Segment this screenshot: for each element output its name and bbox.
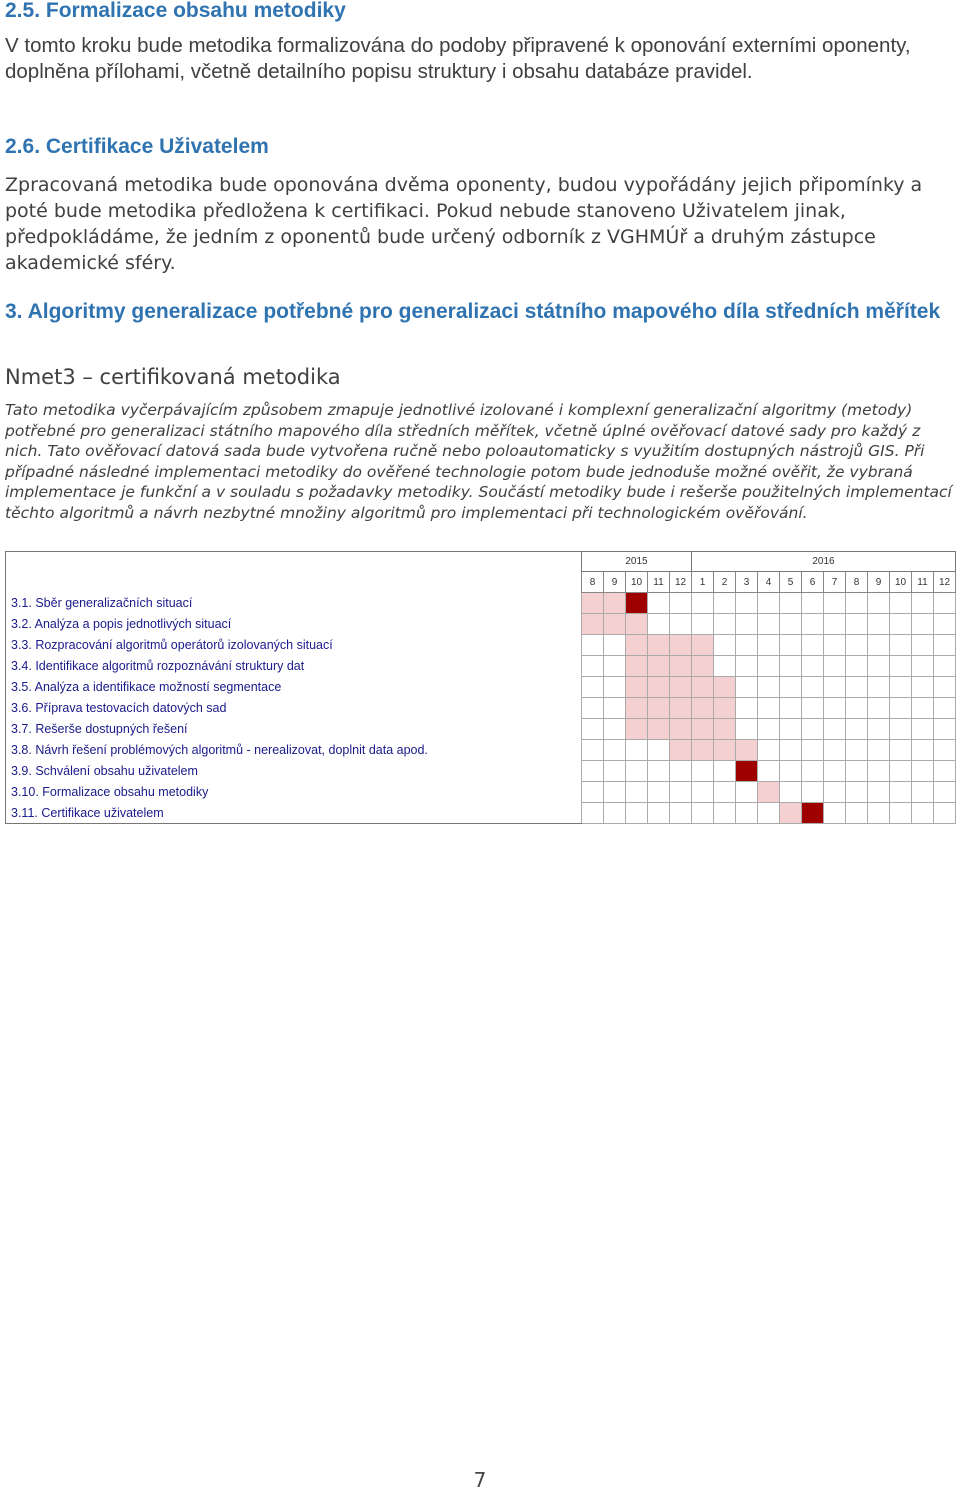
gantt-empty-cell — [890, 656, 912, 677]
gantt-empty-cell — [934, 719, 956, 740]
gantt-month-3: 11 — [648, 572, 670, 593]
gantt-empty-cell — [868, 614, 890, 635]
gantt-empty-cell — [802, 677, 824, 698]
gantt-empty-cell — [912, 698, 934, 719]
gantt-empty-cell — [890, 677, 912, 698]
gantt-empty-cell — [934, 740, 956, 761]
gantt-empty-cell — [758, 719, 780, 740]
gantt-bar-cell — [648, 635, 670, 656]
gantt-empty-cell — [692, 593, 714, 614]
gantt-task-row — [6, 719, 956, 740]
gantt-empty-cell — [868, 719, 890, 740]
gantt-empty-cell — [692, 803, 714, 824]
gantt-empty-cell — [868, 761, 890, 782]
gantt-bar-cell — [626, 614, 648, 635]
gantt-corner — [6, 552, 582, 572]
gantt-empty-cell — [802, 761, 824, 782]
gantt-month-11: 7 — [824, 572, 846, 593]
gantt-task-row — [6, 803, 956, 824]
gantt-empty-cell — [780, 656, 802, 677]
gantt-empty-cell — [802, 614, 824, 635]
gantt-empty-cell — [604, 740, 626, 761]
gantt-bar-cell — [582, 593, 604, 614]
gantt-empty-cell — [692, 782, 714, 803]
gantt-bar-cell — [626, 698, 648, 719]
gantt-empty-cell — [780, 698, 802, 719]
gantt-empty-cell — [846, 719, 868, 740]
gantt-month-5: 1 — [692, 572, 714, 593]
gantt-bar-cell — [626, 656, 648, 677]
gantt-empty-cell — [934, 803, 956, 824]
gantt-month-10: 6 — [802, 572, 824, 593]
gantt-empty-cell — [692, 761, 714, 782]
gantt-empty-cell — [670, 782, 692, 803]
gantt-empty-cell — [802, 593, 824, 614]
gantt-empty-cell — [780, 782, 802, 803]
gantt-bar-cell — [692, 698, 714, 719]
gantt-bar-cell — [648, 677, 670, 698]
gantt-empty-cell — [846, 593, 868, 614]
gantt-empty-cell — [758, 614, 780, 635]
gantt-empty-cell — [912, 677, 934, 698]
section-2-5-text: V tomto kroku bude metodika formalizována do podoby připravené k oponování externími oponenty, doplněna přílohami, včetně detailního popisu struktury i obsahu databáze pravidel. — [5, 34, 911, 83]
gantt-empty-cell — [758, 803, 780, 824]
gantt-empty-cell — [758, 677, 780, 698]
gantt-empty-cell — [846, 677, 868, 698]
gantt-empty-cell — [934, 698, 956, 719]
gantt-empty-cell — [868, 698, 890, 719]
gantt-empty-cell — [846, 782, 868, 803]
gantt-empty-cell — [868, 593, 890, 614]
gantt-bar-cell — [604, 614, 626, 635]
gantt-empty-cell — [912, 719, 934, 740]
gantt-empty-cell — [934, 593, 956, 614]
gantt-empty-cell — [604, 719, 626, 740]
gantt-empty-cell — [890, 803, 912, 824]
gantt-empty-cell — [934, 677, 956, 698]
gantt-empty-cell — [758, 635, 780, 656]
gantt-bar-cell — [692, 740, 714, 761]
gantt-empty-cell — [802, 719, 824, 740]
gantt-empty-cell — [626, 761, 648, 782]
gantt-empty-cell — [736, 719, 758, 740]
gantt-empty-cell — [714, 761, 736, 782]
gantt-empty-cell — [714, 803, 736, 824]
gantt-empty-cell — [934, 656, 956, 677]
gantt-month-9: 5 — [780, 572, 802, 593]
gantt-empty-cell — [912, 656, 934, 677]
gantt-empty-cell — [824, 803, 846, 824]
gantt-empty-cell — [868, 782, 890, 803]
gantt-task-row — [6, 593, 956, 614]
gantt-empty-cell — [648, 593, 670, 614]
gantt-bar-cell — [758, 782, 780, 803]
gantt-milestone-cell — [736, 761, 758, 782]
gantt-chart — [5, 551, 956, 824]
gantt-bar-cell — [626, 719, 648, 740]
section-2-6-heading: 2.6. Certifikace Uživatelem — [5, 135, 269, 158]
gantt-empty-cell — [670, 614, 692, 635]
gantt-empty-cell — [758, 740, 780, 761]
gantt-empty-cell — [604, 782, 626, 803]
gantt-empty-cell — [802, 782, 824, 803]
gantt-empty-cell — [846, 635, 868, 656]
gantt-task-row — [6, 698, 956, 719]
gantt-milestone-cell — [626, 593, 648, 614]
gantt-empty-cell — [802, 635, 824, 656]
gantt-empty-cell — [780, 740, 802, 761]
gantt-bar-cell — [648, 656, 670, 677]
gantt-empty-cell — [824, 782, 846, 803]
gantt-bar-cell — [648, 719, 670, 740]
gantt-empty-cell — [868, 803, 890, 824]
gantt-empty-cell — [670, 593, 692, 614]
gantt-bar-cell — [692, 677, 714, 698]
gantt-empty-cell — [736, 677, 758, 698]
gantt-empty-cell — [604, 761, 626, 782]
gantt-empty-cell — [692, 614, 714, 635]
gantt-task-label: 3.6. Příprava testovacích datových sad — [6, 698, 582, 719]
gantt-empty-cell — [824, 677, 846, 698]
gantt-bar-cell — [670, 635, 692, 656]
gantt-empty-cell — [934, 761, 956, 782]
gantt-empty-cell — [846, 698, 868, 719]
gantt-empty-cell — [934, 614, 956, 635]
gantt-month-2: 10 — [626, 572, 648, 593]
gantt-year-2015: 2015 — [582, 552, 692, 572]
gantt-empty-cell — [582, 740, 604, 761]
gantt-task-label: 3.7. Rešerše dostupných řešení — [6, 719, 582, 740]
gantt-empty-cell — [604, 677, 626, 698]
gantt-empty-cell — [736, 782, 758, 803]
gantt-empty-cell — [890, 593, 912, 614]
gantt-year-row — [6, 552, 956, 572]
gantt-empty-cell — [604, 656, 626, 677]
gantt-empty-cell — [626, 803, 648, 824]
gantt-bar-cell — [648, 698, 670, 719]
gantt-empty-cell — [582, 698, 604, 719]
gantt-empty-cell — [780, 677, 802, 698]
gantt-empty-cell — [736, 656, 758, 677]
section-3-heading: 3. Algoritmy generalizace potřebné pro generalizaci státního mapového díla středních měřítek — [5, 300, 941, 323]
gantt-empty-cell — [670, 803, 692, 824]
gantt-empty-cell — [912, 614, 934, 635]
gantt-empty-cell — [912, 740, 934, 761]
gantt-milestone-cell — [802, 803, 824, 824]
gantt-empty-cell — [736, 593, 758, 614]
gantt-task-label: 3.1. Sběr generalizačních situací — [6, 593, 582, 614]
gantt-bar-cell — [670, 719, 692, 740]
gantt-bar-cell — [626, 635, 648, 656]
gantt-month-1: 9 — [604, 572, 626, 593]
gantt-bar-cell — [692, 635, 714, 656]
gantt-empty-cell — [626, 740, 648, 761]
gantt-empty-cell — [824, 593, 846, 614]
gantt-empty-cell — [648, 782, 670, 803]
gantt-empty-cell — [648, 761, 670, 782]
gantt-empty-cell — [890, 719, 912, 740]
gantt-bar-cell — [626, 677, 648, 698]
gantt-empty-cell — [824, 761, 846, 782]
gantt-empty-cell — [912, 761, 934, 782]
gantt-task-row — [6, 740, 956, 761]
gantt-empty-cell — [714, 614, 736, 635]
gantt-empty-cell — [604, 803, 626, 824]
gantt-empty-cell — [780, 614, 802, 635]
gantt-bar-cell — [736, 740, 758, 761]
gantt-empty-cell — [868, 740, 890, 761]
gantt-month-15: 11 — [912, 572, 934, 593]
gantt-empty-cell — [604, 635, 626, 656]
gantt-empty-cell — [934, 635, 956, 656]
gantt-bar-cell — [582, 614, 604, 635]
gantt-empty-cell — [890, 635, 912, 656]
gantt-bar-cell — [604, 593, 626, 614]
gantt-empty-cell — [670, 761, 692, 782]
gantt-empty-cell — [890, 740, 912, 761]
gantt-bar-cell — [670, 740, 692, 761]
gantt-empty-cell — [846, 656, 868, 677]
gantt-empty-cell — [604, 698, 626, 719]
gantt-empty-cell — [824, 719, 846, 740]
gantt-empty-cell — [846, 803, 868, 824]
gantt-empty-cell — [824, 740, 846, 761]
gantt-empty-cell — [758, 761, 780, 782]
gantt-empty-cell — [868, 656, 890, 677]
gantt-empty-cell — [582, 656, 604, 677]
gantt-empty-cell — [912, 803, 934, 824]
gantt-empty-cell — [934, 782, 956, 803]
gantt-empty-cell — [582, 782, 604, 803]
gantt-empty-cell — [648, 803, 670, 824]
gantt-empty-cell — [736, 803, 758, 824]
gantt-bar-cell — [670, 698, 692, 719]
section-3-text: Tato metodika vyčerpávajícím způsobem zmapuje jednotlivé izolované i komplexní generalizační algoritmy (metody) potřebné pro generalizaci státního mapového díla středních měřítek, včetně úplné ověřovací datové sady pro každý z nich. Tato ověřovací datová sada bude vytvořena ručně nebo poloautomaticky s využitím dostupných nástrojů GIS. Při případné následné implementaci metodiky do ověřené technologie potom bude jednoduše možné ověřit, že vybraná implementace je funkční a v souladu s požadavky metodiky. Součástí metodiky bude i rešerše použitelných implementací těchto algoritmů a návrh nezbytné množiny algoritmů pro implementaci při technologickém ověřování. — [5, 401, 952, 522]
gantt-month-row — [6, 572, 956, 593]
section-2-5-heading: 2.5. Formalizace obsahu metodiky — [5, 0, 346, 22]
gantt-bar-cell — [714, 698, 736, 719]
gantt-empty-cell — [582, 635, 604, 656]
gantt-empty-cell — [890, 698, 912, 719]
gantt-task-row — [6, 782, 956, 803]
gantt-month-6: 2 — [714, 572, 736, 593]
gantt-task-row — [6, 761, 956, 782]
gantt-empty-cell — [912, 782, 934, 803]
gantt-task-label: 3.4. Identifikace algoritmů rozpoznávání struktury dat — [6, 656, 582, 677]
gantt-empty-cell — [846, 740, 868, 761]
gantt-bar-cell — [692, 719, 714, 740]
gantt-task-row — [6, 614, 956, 635]
gantt-task-row — [6, 656, 956, 677]
gantt-empty-cell — [824, 635, 846, 656]
gantt-empty-cell — [736, 635, 758, 656]
gantt-bar-cell — [714, 677, 736, 698]
gantt-month-8: 4 — [758, 572, 780, 593]
gantt-empty-cell — [890, 614, 912, 635]
gantt-task-label: 3.8. Návrh řešení problémových algoritmů - nerealizovat, doplnit data apod. — [6, 740, 582, 761]
gantt-month-16: 12 — [934, 572, 956, 593]
gantt-empty-cell — [780, 719, 802, 740]
gantt-empty-cell — [714, 782, 736, 803]
gantt-empty-cell — [582, 677, 604, 698]
gantt-month-label-spacer — [6, 572, 582, 593]
gantt-bar-cell — [714, 719, 736, 740]
gantt-empty-cell — [648, 740, 670, 761]
gantt-bar-cell — [714, 740, 736, 761]
gantt-month-4: 12 — [670, 572, 692, 593]
gantt-empty-cell — [846, 761, 868, 782]
gantt-task-label: 3.11. Certifikace uživatelem — [6, 803, 582, 824]
gantt-task-label: 3.3. Rozpracování algoritmů operátorů izolovaných situací — [6, 635, 582, 656]
gantt-month-12: 8 — [846, 572, 868, 593]
gantt-empty-cell — [714, 593, 736, 614]
gantt-empty-cell — [582, 803, 604, 824]
gantt-empty-cell — [824, 656, 846, 677]
gantt-empty-cell — [736, 614, 758, 635]
page-number: 7 — [473, 1468, 487, 1492]
gantt-empty-cell — [758, 698, 780, 719]
gantt-bar-cell — [780, 803, 802, 824]
gantt-task-label: 3.10. Formalizace obsahu metodiky — [6, 782, 582, 803]
gantt-empty-cell — [912, 635, 934, 656]
gantt-empty-cell — [912, 593, 934, 614]
gantt-empty-cell — [780, 635, 802, 656]
gantt-empty-cell — [802, 656, 824, 677]
gantt-empty-cell — [890, 761, 912, 782]
gantt-task-label: 3.9. Schválení obsahu uživatelem — [6, 761, 582, 782]
gantt-bar-cell — [670, 677, 692, 698]
gantt-empty-cell — [868, 677, 890, 698]
gantt-empty-cell — [582, 719, 604, 740]
gantt-empty-cell — [626, 782, 648, 803]
gantt-empty-cell — [714, 635, 736, 656]
gantt-empty-cell — [758, 656, 780, 677]
gantt-empty-cell — [714, 656, 736, 677]
gantt-empty-cell — [824, 698, 846, 719]
gantt-empty-cell — [780, 593, 802, 614]
gantt-task-row — [6, 635, 956, 656]
gantt-empty-cell — [802, 698, 824, 719]
gantt-task-row — [6, 677, 956, 698]
gantt-empty-cell — [802, 740, 824, 761]
gantt-month-0: 8 — [582, 572, 604, 593]
gantt-bar-cell — [670, 656, 692, 677]
gantt-month-13: 9 — [868, 572, 890, 593]
gantt-empty-cell — [736, 698, 758, 719]
gantt-empty-cell — [780, 761, 802, 782]
gantt-bar-cell — [692, 656, 714, 677]
section-3-subheading: Nmet3 – certifikovaná metodika — [5, 365, 341, 389]
gantt-empty-cell — [890, 782, 912, 803]
gantt-empty-cell — [582, 761, 604, 782]
gantt-empty-cell — [846, 614, 868, 635]
gantt-month-7: 3 — [736, 572, 758, 593]
gantt-empty-cell — [824, 614, 846, 635]
gantt-empty-cell — [758, 593, 780, 614]
gantt-empty-cell — [648, 614, 670, 635]
gantt-empty-cell — [868, 635, 890, 656]
gantt-task-label: 3.2. Analýza a popis jednotlivých situací — [6, 614, 582, 635]
gantt-task-label: 3.5. Analýza a identifikace možností segmentace — [6, 677, 582, 698]
gantt-month-14: 10 — [890, 572, 912, 593]
section-2-6-text: Zpracovaná metodika bude oponována dvěma oponenty, budou vypořádány jejich připomínky a poté bude metodika předložena k certifikaci. Pokud nebude stanoveno Uživatelem jinak, předpokládáme, že jedním z oponentů bude určený odborník z VGHMÚř a druhým zástupce akademické sféry. — [5, 174, 923, 274]
gantt-year-2016: 2016 — [692, 552, 956, 572]
